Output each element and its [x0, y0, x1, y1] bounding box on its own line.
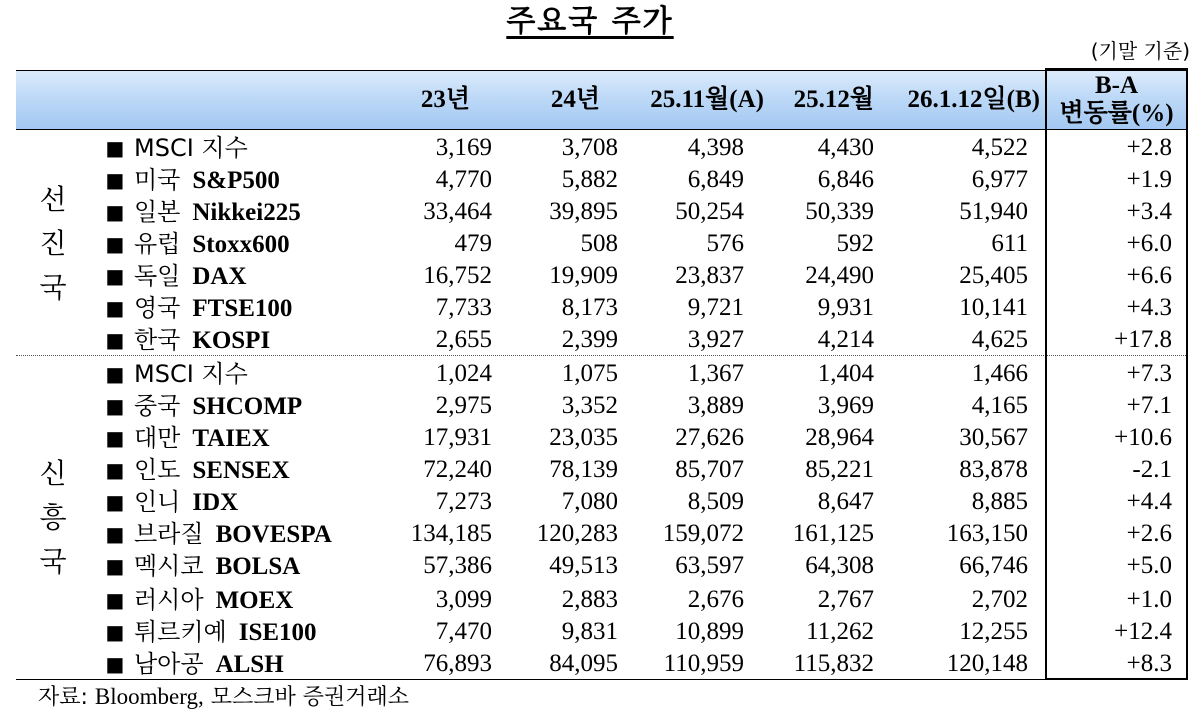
index-name: [134, 486, 238, 519]
bullet-icon: ■: [105, 458, 125, 482]
country-label: 튀르키예: [134, 618, 227, 646]
bullet-icon: ■: [105, 652, 125, 676]
value-cell: 2,767: [817, 586, 874, 613]
change-rate-cell: +5.0: [1126, 552, 1172, 579]
country-label: 멕시코: [134, 552, 204, 580]
bullet-icon: ■: [105, 554, 125, 578]
value-cell: 64,308: [805, 552, 874, 579]
value-cell: 10,899: [675, 618, 744, 645]
index-name: [134, 454, 290, 487]
group-advanced-char: 선: [39, 183, 67, 216]
table-row: [0, 390, 1204, 422]
table-row: [0, 260, 1204, 292]
table-row: [0, 518, 1204, 550]
group-emerging-char: 신: [39, 457, 67, 490]
change-rate-cell: +1.0: [1126, 586, 1172, 613]
change-rate-cell: +8.3: [1126, 650, 1172, 677]
value-cell: 1,024: [435, 360, 492, 387]
value-cell: 84,095: [549, 650, 618, 677]
value-cell: 9,721: [687, 294, 744, 321]
value-cell: 3,889: [687, 392, 744, 419]
table-row: [0, 164, 1204, 196]
value-cell: 57,386: [423, 552, 492, 579]
change-rate-cell: +3.4: [1126, 198, 1172, 225]
table-row: [0, 228, 1204, 260]
value-cell: 24,490: [805, 262, 874, 289]
bullet-icon: ■: [105, 200, 125, 224]
value-cell: 76,893: [423, 650, 492, 677]
value-cell: 2,702: [971, 586, 1028, 613]
value-cell: 163,150: [946, 520, 1028, 547]
value-cell: 23,035: [549, 424, 618, 451]
value-cell: 33,464: [423, 198, 492, 225]
index-name: [134, 196, 301, 229]
index-name: [134, 422, 270, 455]
value-cell: 4,165: [971, 392, 1028, 419]
table-row: [0, 422, 1204, 454]
group-divider: [16, 355, 1188, 356]
value-cell: 120,283: [536, 520, 618, 547]
bullet-icon: ■: [105, 620, 125, 644]
country-label: 독일: [134, 262, 181, 290]
index-name: [134, 518, 332, 551]
value-cell: 25,405: [959, 262, 1028, 289]
bullet-icon: ■: [105, 296, 125, 320]
value-cell: 1,075: [561, 360, 618, 387]
value-cell: 66,746: [959, 552, 1028, 579]
change-rate-cell: +6.6: [1126, 262, 1172, 289]
table-bottom-border: [16, 679, 1188, 680]
value-cell: 8,173: [561, 294, 618, 321]
value-cell: 3,927: [687, 326, 744, 353]
value-cell: 2,975: [435, 392, 492, 419]
bullet-icon: ■: [105, 168, 125, 192]
change-rate-cell: +17.8: [1114, 326, 1172, 353]
value-cell: 10,141: [959, 294, 1028, 321]
value-cell: 8,509: [687, 488, 744, 515]
bullet-icon: ■: [105, 362, 125, 386]
index-code: FTSE100: [192, 295, 293, 322]
table-row: [0, 292, 1204, 324]
group-emerging-char: 국: [39, 545, 67, 578]
index-name: [134, 616, 317, 649]
value-cell: 4,522: [971, 134, 1028, 161]
change-rate-cell: +2.6: [1126, 520, 1172, 547]
value-cell: 3,352: [561, 392, 618, 419]
bullet-icon: ■: [105, 264, 125, 288]
index-name: [134, 164, 280, 197]
index-name: [134, 324, 270, 357]
col-header-rate: 변동률(%): [1059, 100, 1174, 127]
index-name: [134, 550, 300, 583]
value-cell: 479: [454, 230, 492, 257]
table-row: [0, 550, 1204, 582]
change-rate-cell: +2.8: [1126, 134, 1172, 161]
country-label: 브라질: [134, 520, 204, 548]
change-rate-cell: +12.4: [1114, 618, 1172, 645]
value-cell: 85,707: [675, 456, 744, 483]
country-label: 유럽: [134, 230, 181, 258]
value-cell: 72,240: [423, 456, 492, 483]
value-cell: 12,255: [959, 618, 1028, 645]
country-label: 미국: [134, 166, 181, 194]
table-row: [0, 584, 1204, 616]
value-cell: 110,959: [663, 650, 744, 677]
change-rate-cell: +7.1: [1126, 392, 1172, 419]
country-label: 중국: [134, 392, 181, 420]
value-cell: 6,849: [687, 166, 744, 193]
value-cell: 1,367: [687, 360, 744, 387]
bullet-icon: ■: [105, 394, 125, 418]
bullet-icon: ■: [105, 522, 125, 546]
index-code: DAX: [192, 263, 247, 290]
change-rate-cell: +1.9: [1126, 166, 1172, 193]
index-code: S&P500: [192, 167, 280, 194]
index-name: [134, 358, 260, 391]
index-code: TAIEX: [192, 425, 270, 452]
col-header-ba: B-A: [1094, 72, 1139, 99]
index-code: SHCOMP: [192, 393, 303, 420]
value-cell: 23,837: [675, 262, 744, 289]
col-header-change-rate: [1045, 72, 1188, 128]
value-cell: 19,909: [549, 262, 618, 289]
change-rate-cell: -2.1: [1132, 456, 1172, 483]
index-name: [134, 390, 302, 423]
value-cell: 11,262: [806, 618, 874, 645]
value-cell: 592: [836, 230, 874, 257]
index-code: BOVESPA: [215, 521, 332, 548]
value-cell: 4,625: [971, 326, 1028, 353]
value-cell: 7,273: [435, 488, 492, 515]
value-cell: 1,404: [817, 360, 874, 387]
country-label: 인니: [134, 488, 181, 516]
value-cell: 78,139: [549, 456, 618, 483]
value-cell: 7,470: [435, 618, 492, 645]
table-row: [0, 132, 1204, 164]
value-cell: 3,169: [435, 134, 492, 161]
value-cell: 3,099: [435, 586, 492, 613]
value-cell: 83,878: [959, 456, 1028, 483]
value-cell: 30,567: [959, 424, 1028, 451]
value-cell: 508: [580, 230, 618, 257]
value-cell: 4,214: [817, 326, 874, 353]
col-header-2512: 25.12월: [793, 86, 874, 113]
country-label: 남아공: [134, 650, 204, 678]
col-header-2511: 25.11월(A): [650, 86, 764, 113]
table-row: [0, 324, 1204, 356]
index-code: BOLSA: [215, 553, 301, 580]
country-label: 한국: [134, 326, 181, 354]
group-advanced-char: 진: [39, 227, 67, 260]
country-label: 일본: [134, 198, 181, 226]
value-cell: 50,254: [675, 198, 744, 225]
index-code: SENSEX: [192, 457, 290, 484]
value-cell: 39,895: [549, 198, 618, 225]
value-cell: 63,597: [675, 552, 744, 579]
country-label: 대만: [134, 424, 181, 452]
bullet-icon: ■: [105, 328, 125, 352]
value-cell: 85,221: [805, 456, 874, 483]
bullet-icon: ■: [105, 426, 125, 450]
index-code: MOEX: [215, 587, 294, 614]
col-header-260112: 26.1.12일(B): [907, 86, 1040, 113]
value-cell: 9,831: [561, 618, 618, 645]
value-cell: 51,940: [959, 198, 1028, 225]
index-code: KOSPI: [192, 327, 271, 354]
table-row: [0, 196, 1204, 228]
table-row: [0, 616, 1204, 648]
value-cell: 4,398: [687, 134, 744, 161]
value-cell: 49,513: [549, 552, 618, 579]
col-header-23: 23년: [420, 86, 470, 113]
table-row: [0, 454, 1204, 486]
page-title: 주요국 주가: [506, 4, 674, 39]
country-label: 영국: [134, 294, 181, 322]
value-cell: 8,885: [971, 488, 1028, 515]
group-emerging-char: 흥: [39, 501, 67, 534]
index-name: [134, 292, 292, 325]
value-cell: 159,072: [662, 520, 744, 547]
value-cell: 4,770: [435, 166, 492, 193]
country-label: MSCI 지수: [134, 134, 248, 162]
value-cell: 161,125: [792, 520, 874, 547]
value-cell: 3,969: [817, 392, 874, 419]
value-cell: 2,883: [561, 586, 618, 613]
value-cell: 6,977: [971, 166, 1028, 193]
bullet-icon: ■: [105, 490, 125, 514]
value-cell: 1,466: [971, 360, 1028, 387]
index-name: [134, 228, 290, 261]
value-cell: 2,399: [561, 326, 618, 353]
value-cell: 8,647: [817, 488, 874, 515]
table-row: [0, 486, 1204, 518]
table-row: [0, 358, 1204, 390]
value-cell: 16,752: [423, 262, 492, 289]
bullet-icon: ■: [105, 588, 125, 612]
value-cell: 6,846: [817, 166, 874, 193]
value-cell: 17,931: [423, 424, 492, 451]
value-cell: 611: [991, 230, 1028, 257]
value-cell: 28,964: [805, 424, 874, 451]
country-label: 인도: [134, 456, 181, 484]
value-cell: 5,882: [561, 166, 618, 193]
value-cell: 120,148: [946, 650, 1028, 677]
value-cell: 115,832: [793, 650, 874, 677]
change-rate-cell: +4.3: [1126, 294, 1172, 321]
value-cell: 576: [706, 230, 744, 257]
change-rate-cell: +10.6: [1114, 424, 1172, 451]
index-code: ALSH: [215, 651, 284, 678]
value-cell: 4,430: [817, 134, 874, 161]
value-cell: 2,676: [687, 586, 744, 613]
value-cell: 50,339: [805, 198, 874, 225]
value-cell: 27,626: [675, 424, 744, 451]
index-name: [134, 132, 260, 165]
value-cell: 134,185: [410, 520, 492, 547]
change-rate-cell: +7.3: [1126, 360, 1172, 387]
country-label: MSCI 지수: [134, 360, 248, 388]
index-name: [134, 648, 284, 681]
table-row: [0, 648, 1204, 680]
index-code: IDX: [192, 489, 239, 516]
change-rate-cell: +6.0: [1126, 230, 1172, 257]
value-cell: 9,931: [817, 294, 874, 321]
index-name: [134, 584, 293, 617]
unit-note: (기말 기준): [1090, 39, 1190, 63]
index-code: ISE100: [238, 619, 317, 646]
bullet-icon: ■: [105, 136, 125, 160]
group-advanced-char: 국: [39, 271, 67, 304]
value-cell: 7,733: [435, 294, 492, 321]
change-rate-cell: +4.4: [1126, 488, 1172, 515]
value-cell: 2,655: [435, 326, 492, 353]
col-header-24: 24년: [550, 86, 600, 113]
bullet-icon: ■: [105, 232, 125, 256]
source-note: 자료: Bloomberg, 모스크바 증권거래소: [38, 684, 410, 710]
value-cell: 7,080: [561, 488, 618, 515]
index-code: Nikkei225: [192, 199, 301, 226]
value-cell: 3,708: [561, 134, 618, 161]
country-label: 러시아: [134, 586, 204, 614]
index-name: [134, 260, 247, 293]
index-code: Stoxx600: [192, 231, 290, 258]
